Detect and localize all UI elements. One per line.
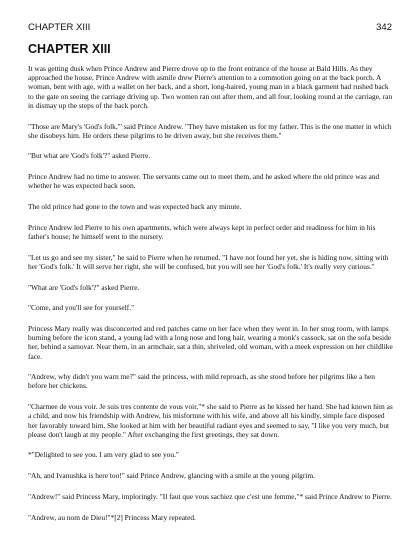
paragraph: "Andrew, why didn't you warn me?" said the princess, with mild reproach, as she stood before her pilgrims like a hen before her chickens. [28, 372, 375, 391]
paragraph: "But what are 'God's folk'?" asked Pierre. [28, 151, 151, 161]
paragraph: Prince Andrew had no time to answer. The servants came out to meet them, and he asked where the old prince was and whether he was expected back soon. [28, 172, 380, 191]
paragraph: "Andrew, au nom de Dieu!"*[2] Princess Mary repeated. [28, 512, 196, 522]
paragraph: "Let us go and see my sister," he said to Pierre when he returned. "I have not found her yet, she is hiding now, sitting with her 'God's folk.' It will serve her right, she will be confused, but you will see her 'God's folk.' It's really very curious." [28, 252, 389, 271]
paragraph: "What are 'God's folk'?" asked Pierre. [28, 282, 140, 292]
chapter-title: CHAPTER XIII [28, 42, 111, 56]
paragraph: "Come, and you'll see for yourself." [28, 303, 135, 313]
page-number: 342 [376, 22, 392, 33]
chapter-body [28, 64, 394, 533]
paragraph: "Those are Mary's 'God's folk,'" said Prince Andrew. "They have mistaken us for my father. This is the one matter in which she disobeys him. He orders these pilgrims to be driven away, but she receives them." [28, 121, 392, 140]
paragraph: "Andrew!" said Princess Mary, imploringly. "Il faut que vous sachiez que c'est une femme,"* said Prince Andrew to Pierre. [28, 491, 392, 501]
footnote-paragraph: *"Delighted to see you. I am very glad to see you." [28, 450, 179, 460]
paragraph: Prince Andrew led Pierre to his own apartments, which were always kept in perfect order and readiness for him in his father's house; he himself went to the nursery. [28, 222, 376, 241]
paragraph: The old prince had gone to the town and was expected back any minute. [28, 202, 242, 212]
paragraph: "Charmee de vous voir. Je suis tres contente de vous voir,"* she said to Pierre as he kissed her hand. She had known him as a child, and now his friendship with Andrew, his misfortune with his wife, and above all his kindly, simple face disposed her favorably toward him. She looked at him with her beautiful radiant eyes and seemed to say, "I like you very much, but please don't laugh at my people." After exchanging the first greetings, they sat down. [28, 402, 393, 439]
running-title: CHAPTER XIII [28, 22, 91, 33]
paragraph: Princess Mary really was disconcerted and red patches came on her face when they went in. In her snug room, with lamps burning before the icon stand, a young lad with a long nose and long hair, wearing a monk's cassock, sat on the sofa beside her, behind a samovar. Near them, in an armchair, sat a thin, shriveled, old woman, with a meek expression on her childlike face. [28, 323, 393, 361]
paragraph: It was getting dusk when Prince Andrew and Pierre drove up to the front entrance of the house at Bald Hills. As they approached the house, Prince Andrew with asmile drew Pierre's attention to a commotion going on at the back porch. A woman, bent with age, with a wallet on her back, and a short, long-haired, young man in a black garment had rushed back to the gate on seeing the carriage driving up. Two women ran out after them, and all four, looking round at the carriage, ran in dismay up the steps of the back porch. [28, 64, 393, 110]
running-header [28, 22, 392, 34]
paragraph: "Ah, and Ivanushka is here too!" said Prince Andrew, glancing with a smile at the young pilgrim. [28, 471, 315, 481]
